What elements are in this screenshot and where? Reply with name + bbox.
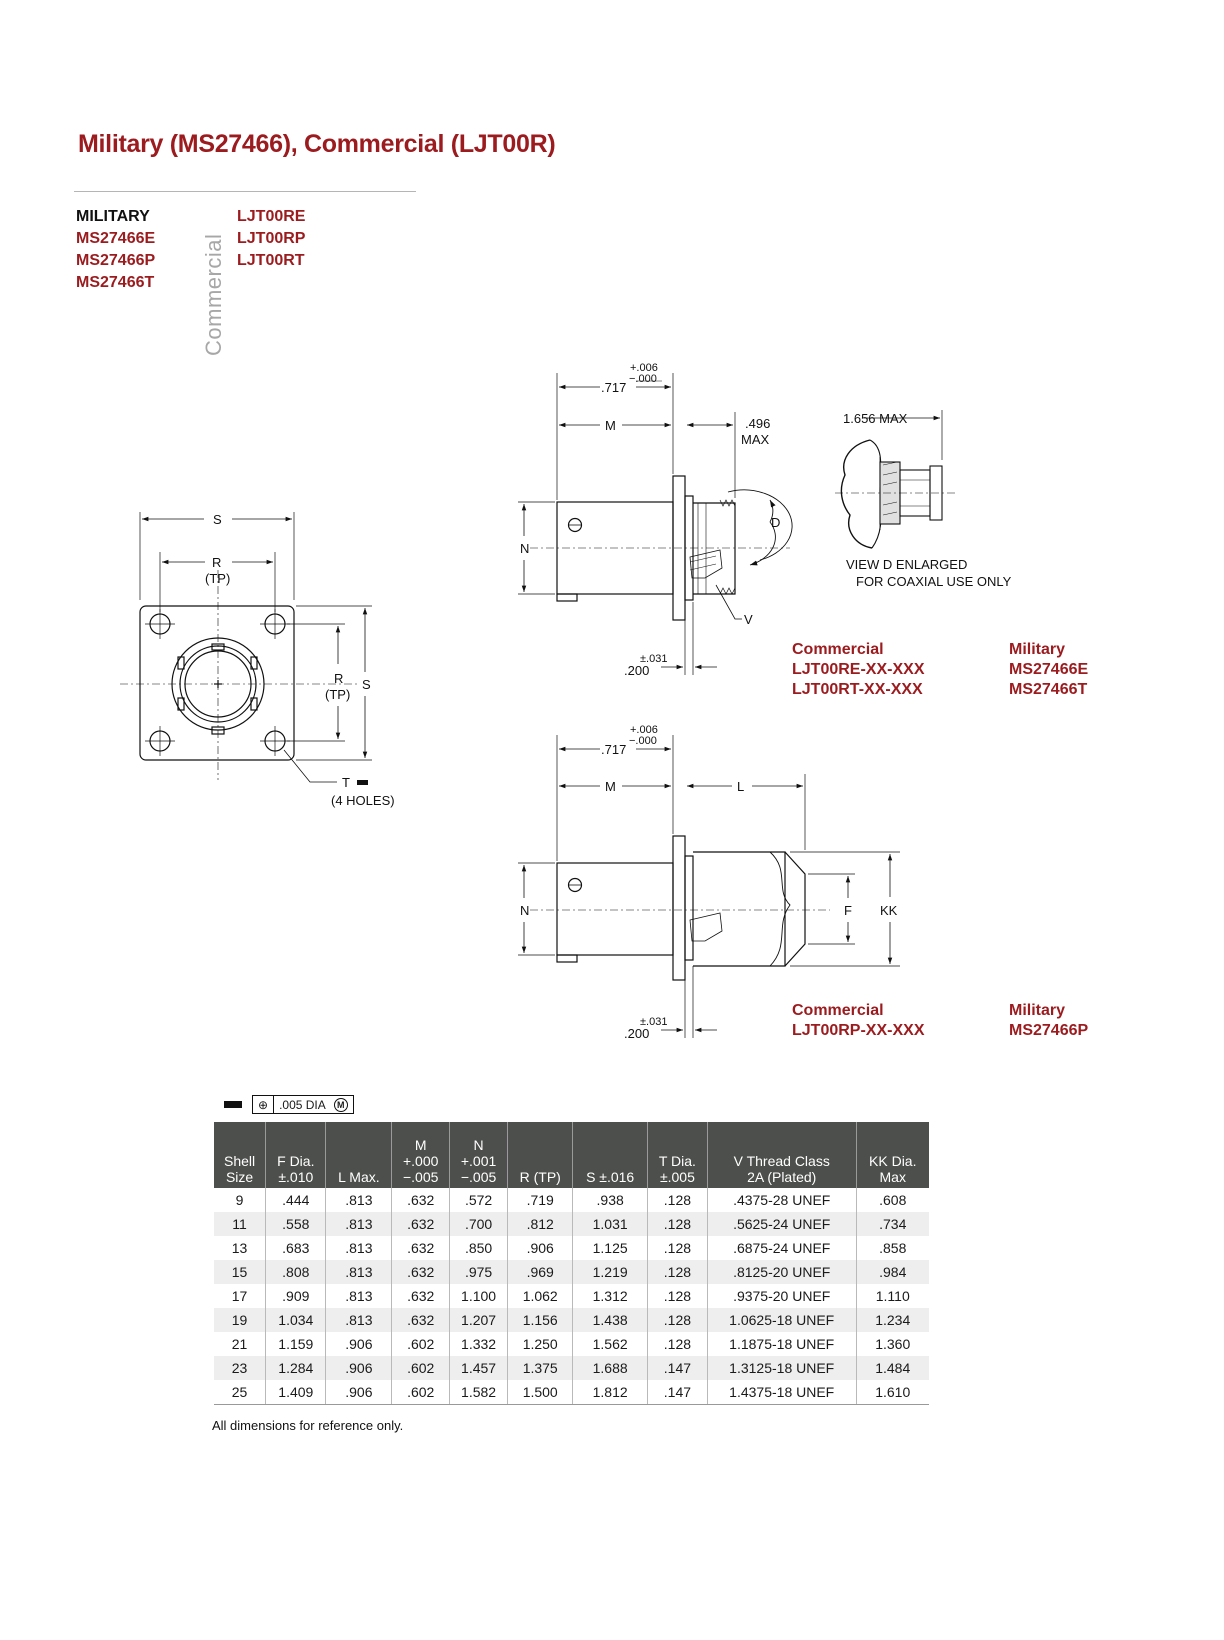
column-header-line: KK Dia. <box>869 1153 917 1169</box>
view-d-drawing <box>835 410 955 548</box>
table-cell: .984 <box>856 1260 929 1284</box>
table-cell: .128 <box>647 1284 707 1308</box>
top-commercial-caption <box>792 640 924 700</box>
column-header <box>647 1122 707 1188</box>
table-cell: .813 <box>326 1212 392 1236</box>
table-cell: .128 <box>647 1188 707 1212</box>
table-cell: .683 <box>266 1236 326 1260</box>
bottom-l-label: L <box>737 779 745 794</box>
column-header <box>326 1122 392 1188</box>
table-cell: .632 <box>392 1308 450 1332</box>
top-200-label: .200 <box>624 663 650 678</box>
column-header-line: F Dia. <box>277 1153 315 1169</box>
column-header-line: 2A (Plated) <box>747 1169 817 1185</box>
table-row <box>214 1380 929 1405</box>
military-part: MS27466P <box>76 252 156 269</box>
table-cell: .572 <box>450 1188 508 1212</box>
caption-head: Commercial <box>792 641 884 658</box>
table-cell: 1.1875-18 UNEF <box>707 1332 856 1356</box>
column-header-line: ±.005 <box>659 1169 695 1185</box>
bottom-n-label: N <box>520 903 530 918</box>
table-row <box>214 1212 929 1236</box>
table-cell: .558 <box>266 1212 326 1236</box>
table-cell: .632 <box>392 1284 450 1308</box>
table-cell: 1.438 <box>573 1308 647 1332</box>
front-s-label: S <box>213 512 222 527</box>
table-cell: 25 <box>214 1380 266 1405</box>
table-cell: .969 <box>508 1260 573 1284</box>
bottom-tol-minus: −.000 <box>629 735 657 747</box>
caption-head: Military <box>1009 1002 1066 1019</box>
front-r-label: R <box>212 555 222 570</box>
table-cell: .813 <box>326 1188 392 1212</box>
table-cell: .632 <box>392 1188 450 1212</box>
top-d-label: D <box>771 515 781 530</box>
table-cell: 1.4375-18 UNEF <box>707 1380 856 1405</box>
table-cell: .608 <box>856 1188 929 1212</box>
table-cell: .906 <box>508 1236 573 1260</box>
table-cell: 1.234 <box>856 1308 929 1332</box>
front-t-label: T <box>342 775 350 790</box>
table-cell: .906 <box>326 1332 392 1356</box>
mmc-modifier-icon: M <box>334 1098 348 1112</box>
table-cell: .8125-20 UNEF <box>707 1260 856 1284</box>
column-header-line: −.005 <box>402 1169 439 1185</box>
caption-head: Commercial <box>792 1002 884 1019</box>
page-title: Military (MS27466), Commercial (LJT00R) <box>78 130 556 158</box>
column-header-line: L Max. <box>338 1169 380 1185</box>
table-cell: .812 <box>508 1212 573 1236</box>
table-cell: 1.332 <box>450 1332 508 1356</box>
table-cell: .734 <box>856 1212 929 1236</box>
datum-flag-icon <box>224 1101 242 1108</box>
table-cell: 1.688 <box>573 1356 647 1380</box>
commercial-part: LJT00RP <box>237 230 306 247</box>
table-cell: .602 <box>392 1332 450 1356</box>
military-part: MS27466T <box>76 274 155 291</box>
caption-part: MS27466P <box>1009 1022 1089 1039</box>
column-header <box>707 1122 856 1188</box>
table-cell: 1.219 <box>573 1260 647 1284</box>
table-cell: .632 <box>392 1260 450 1284</box>
front-tp-right-label: (TP) <box>325 687 351 702</box>
reference-note: All dimensions for reference only. <box>212 1418 404 1433</box>
table-cell: 1.360 <box>856 1332 929 1356</box>
table-cell: 1.484 <box>856 1356 929 1380</box>
column-header-line: +.001 <box>460 1153 497 1169</box>
table-cell: 1.562 <box>573 1332 647 1356</box>
table-cell: 11 <box>214 1212 266 1236</box>
table-cell: 1.159 <box>266 1332 326 1356</box>
table-cell: .4375-28 UNEF <box>707 1188 856 1212</box>
table-cell: .906 <box>326 1380 392 1405</box>
top-n-label: N <box>520 541 530 556</box>
table-row <box>214 1308 929 1332</box>
datum-flag-icon <box>357 780 368 785</box>
table-cell: .719 <box>508 1188 573 1212</box>
table-cell: .975 <box>450 1260 508 1284</box>
top-m-label: M <box>605 418 616 433</box>
table-cell: .813 <box>326 1284 392 1308</box>
column-header-line: +.000 <box>402 1153 439 1169</box>
table-cell: 1.031 <box>573 1212 647 1236</box>
table-row <box>214 1260 929 1284</box>
column-header-line: Max <box>879 1169 906 1185</box>
table-cell: 1.125 <box>573 1236 647 1260</box>
view-d-line1: VIEW D ENLARGED <box>846 557 968 572</box>
table-cell: 1.207 <box>450 1308 508 1332</box>
table-cell: 1.100 <box>450 1284 508 1308</box>
bottom-717-label: .717 <box>601 742 627 757</box>
dimensions-table <box>214 1122 929 1405</box>
table-cell: .813 <box>326 1308 392 1332</box>
side-view-bottom-drawing <box>518 735 900 1038</box>
table-cell: .808 <box>266 1260 326 1284</box>
bottom-tol-031: ±.031 <box>640 1016 668 1028</box>
table-cell: .6875-24 UNEF <box>707 1236 856 1260</box>
column-header-line: Shell <box>223 1153 256 1169</box>
column-header-line: M <box>414 1137 427 1153</box>
table-cell: .602 <box>392 1380 450 1405</box>
table-cell: 1.3125-18 UNEF <box>707 1356 856 1380</box>
table-cell: .850 <box>450 1236 508 1260</box>
table-row <box>214 1188 929 1212</box>
table-cell: 1.312 <box>573 1284 647 1308</box>
table-cell: .9375-20 UNEF <box>707 1284 856 1308</box>
military-part: MS27466E <box>76 230 156 247</box>
table-cell: 1.284 <box>266 1356 326 1380</box>
bottom-commercial-caption <box>792 1001 924 1041</box>
top-496-label: .496 <box>745 416 771 431</box>
column-header-line: N <box>473 1137 484 1153</box>
top-max-label: MAX <box>741 432 770 447</box>
military-header: MILITARY <box>76 208 150 225</box>
column-header <box>214 1122 266 1188</box>
table-cell: 19 <box>214 1308 266 1332</box>
bottom-military-caption <box>1009 1001 1088 1041</box>
table-cell: .813 <box>326 1236 392 1260</box>
table-cell: 1.034 <box>266 1308 326 1332</box>
table-cell: 17 <box>214 1284 266 1308</box>
table-cell: 23 <box>214 1356 266 1380</box>
table-cell: 1.156 <box>508 1308 573 1332</box>
top-tol-minus: −.000 <box>629 373 657 385</box>
caption-part: LJT00RT-XX-XXX <box>792 681 923 698</box>
view-d-line2: FOR COAXIAL USE ONLY <box>856 574 1012 589</box>
column-header-line: ±.010 <box>278 1169 314 1185</box>
bottom-200-label: .200 <box>624 1026 650 1041</box>
column-header <box>450 1122 508 1188</box>
table-cell: 1.610 <box>856 1380 929 1405</box>
table-cell: .128 <box>647 1236 707 1260</box>
column-header-line: R (TP) <box>519 1169 561 1185</box>
table-cell: 21 <box>214 1332 266 1356</box>
front-tp-label: (TP) <box>205 571 231 586</box>
table-cell: .602 <box>392 1356 450 1380</box>
commercial-part: LJT00RE <box>237 208 306 225</box>
caption-part: LJT00RP-XX-XXX <box>792 1022 925 1039</box>
top-tol-plus: +.006 <box>630 362 658 374</box>
table-cell: .632 <box>392 1212 450 1236</box>
table-row <box>214 1356 929 1380</box>
top-tol-031: ±.031 <box>640 653 668 665</box>
table-cell: 1.500 <box>508 1380 573 1405</box>
table-cell: 1.582 <box>450 1380 508 1405</box>
table-cell: .813 <box>326 1260 392 1284</box>
table-cell: 1.457 <box>450 1356 508 1380</box>
table-cell: 9 <box>214 1188 266 1212</box>
table-cell: .128 <box>647 1308 707 1332</box>
table-cell: .444 <box>266 1188 326 1212</box>
bottom-f-label: F <box>844 903 852 918</box>
table-cell: .147 <box>647 1380 707 1405</box>
caption-part: LJT00RE-XX-XXX <box>792 661 925 678</box>
table-cell: 1.812 <box>573 1380 647 1405</box>
table-cell: 13 <box>214 1236 266 1260</box>
table-cell: .700 <box>450 1212 508 1236</box>
caption-part: MS27466T <box>1009 681 1088 698</box>
table-row <box>214 1332 929 1356</box>
column-header <box>392 1122 450 1188</box>
table-row <box>214 1284 929 1308</box>
tolerance-value: .005 DIA <box>279 1097 326 1112</box>
table-cell: .632 <box>392 1236 450 1260</box>
table-cell: .128 <box>647 1212 707 1236</box>
table-cell: 1.110 <box>856 1284 929 1308</box>
column-header-line: Size <box>225 1169 254 1185</box>
bottom-kk-label: KK <box>880 903 898 918</box>
column-header <box>573 1122 647 1188</box>
column-header-line: V Thread Class <box>733 1153 830 1169</box>
table-cell: 1.062 <box>508 1284 573 1308</box>
table-cell: 1.250 <box>508 1332 573 1356</box>
table-cell: .938 <box>573 1188 647 1212</box>
table-cell: .128 <box>647 1260 707 1284</box>
table-cell: .5625-24 UNEF <box>707 1212 856 1236</box>
position-symbol-icon: ⊕ <box>253 1096 274 1113</box>
column-header-line: −.005 <box>460 1169 497 1185</box>
table-cell: .906 <box>326 1356 392 1380</box>
column-header <box>856 1122 929 1188</box>
top-v-label: V <box>744 612 753 627</box>
commercial-side-label: Commercial <box>201 233 226 356</box>
view-d-max-label: 1.656 MAX <box>843 411 908 426</box>
bottom-tol-plus: +.006 <box>630 724 658 736</box>
commercial-part: LJT00RT <box>237 252 305 269</box>
column-header <box>508 1122 573 1188</box>
table-cell: .909 <box>266 1284 326 1308</box>
table-cell: 15 <box>214 1260 266 1284</box>
caption-part: MS27466E <box>1009 661 1089 678</box>
front-view-drawing <box>120 512 372 782</box>
table-cell: 1.409 <box>266 1380 326 1405</box>
top-717-label: .717 <box>601 380 627 395</box>
table-cell: .147 <box>647 1356 707 1380</box>
table-cell: .858 <box>856 1236 929 1260</box>
feature-control-frame <box>224 1096 354 1113</box>
front-r-right-label: R <box>334 671 344 686</box>
bottom-m-label: M <box>605 779 616 794</box>
column-header-line: T Dia. <box>658 1153 696 1169</box>
front-s-right-label: S <box>362 677 371 692</box>
table-row <box>214 1236 929 1260</box>
top-military-caption <box>1009 640 1088 700</box>
table-cell: .128 <box>647 1332 707 1356</box>
table-cell: 1.0625-18 UNEF <box>707 1308 856 1332</box>
front-holes-label: (4 HOLES) <box>331 793 395 808</box>
column-header-line: S ±.016 <box>586 1169 635 1185</box>
caption-head: Military <box>1009 641 1066 658</box>
table-cell: 1.375 <box>508 1356 573 1380</box>
column-header <box>266 1122 326 1188</box>
